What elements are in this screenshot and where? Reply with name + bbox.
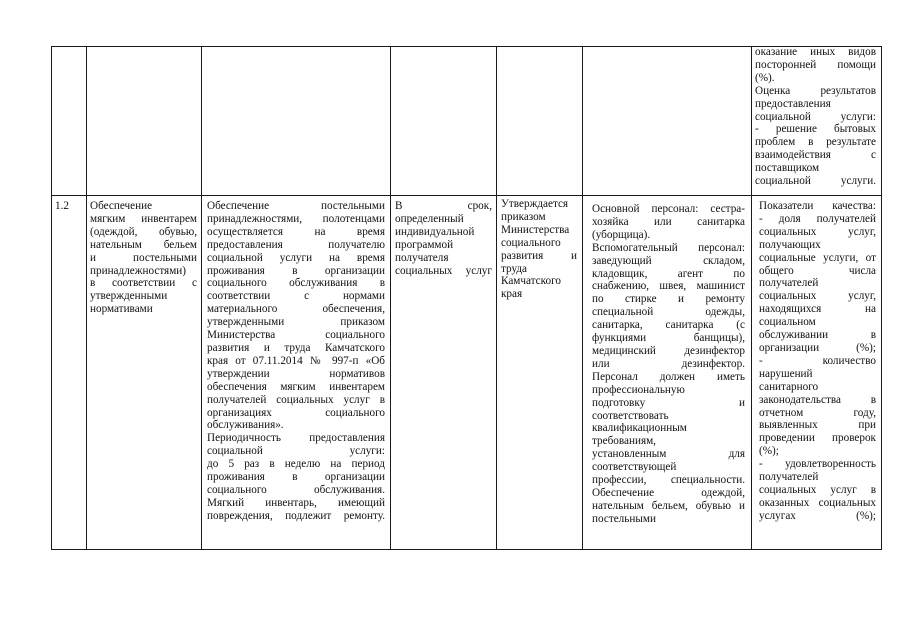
text-line: Обеспечение постельными [207,200,385,212]
text-line: до 5 раз в неделю на период [207,458,385,471]
text-line: - количество [759,354,876,367]
text-line: утвержденными приказом [207,316,385,329]
text-line: (уборщица). [592,228,651,241]
text-line: - решение бытовых [755,123,876,136]
text-line: социального [501,236,561,249]
text-line: функциями банщицы), [592,332,745,345]
text-line: (%); [759,445,779,458]
service-term-cell [395,200,492,277]
text-line: санитарка, санитарка (с [592,319,745,332]
text-line: получателей социальных услуг в [207,393,385,406]
text-line: (одеждой, обувью, [90,225,197,238]
text-line: организациях социального [207,406,385,419]
text-line: хозяйка или санитарка [592,215,745,228]
text-line: услугах (%); [759,509,876,522]
conditions-cell [592,203,745,526]
text-line: оказанных социальных [759,496,876,509]
text-line: требованиям, [592,435,656,448]
text-line: проблем в результате [755,136,876,149]
text-line: осуществляется на время [207,225,385,238]
col-border-6 [751,46,752,550]
text-line: медицинский дезинфектор [592,344,745,357]
text-line: по стирке и ремонту [592,293,745,306]
text-line: Министерства [501,223,570,236]
text-line: в соответствии с [90,277,197,290]
text-line: соответствии с нормами [207,290,385,303]
service-name-cell [90,200,197,316]
text-line: получателей [759,471,819,484]
text-line: посторонней помощи [755,58,876,71]
col-border-1 [86,46,87,550]
text-line: принадлежностями, полотенцами [207,212,385,225]
text-line: подготовку и [592,396,745,409]
text-line: предоставления [755,97,831,110]
text-line: обслуживании в [759,329,876,342]
text-line: социальной услуги: [755,110,876,123]
text-line: материального обеспечения, [207,303,385,316]
col-border-7 [881,46,882,550]
text-line: нарушений [759,367,813,380]
text-line: профессиональную [592,383,685,396]
text-line: Мягкий инвентарь, имеющий [207,496,385,509]
row-divider [51,195,882,196]
text-line: социальных услуг в [759,483,876,496]
table-bottom-border [51,549,882,550]
text-line: нормативами [90,303,153,316]
text-line: Обеспечение одеждой, [592,486,745,499]
text-line: индивидуальной [395,225,475,238]
text-line: социального обслуживания. [207,483,385,496]
text-line: края от 07.11.2014 № 997-п «Об [207,354,385,367]
text-line: Персонал должен иметь [592,370,745,383]
text-line: снабжению, швея, машинист [592,280,745,293]
text-line: Основной персонал: сестра- [592,203,745,215]
text-line: Обеспечение [90,200,153,212]
text-line: квалификационным [592,422,687,435]
text-line: утверждении нормативов [207,367,385,380]
text-line: предоставления получателю [207,238,385,251]
text-line: Показатели качества: [759,200,876,212]
text-line: проживания в организации [207,471,385,484]
text-line: Оценка результатов [755,84,876,97]
text-line: соответствовать [592,409,669,422]
text-line: принадлежностями) [90,264,186,277]
text-line: обслуживания». [207,419,284,432]
text-line: повреждения, подлежит ремонту. [207,509,385,522]
text-line: заведующий складом, [592,254,745,267]
col-border-5 [582,46,583,550]
text-line: В срок, [395,200,492,212]
text-line: проживания в организации [207,264,385,277]
text-line: законодательства в [759,393,876,406]
text-line: соответствующей [592,461,677,474]
text-line: организации (%); [759,341,876,354]
text-line: развития и [501,249,577,262]
text-line: социальной услуги. [755,175,876,188]
text-line: - удовлетворенность [759,458,876,471]
text-line: социальные услуги, от [759,251,876,264]
text-line: Министерства социального [207,329,385,342]
text-line: и постельными [90,251,197,264]
text-line: профессии, специальности. [592,474,745,487]
text-line: социальной услуги: [207,445,385,458]
service-description-cell [207,200,385,523]
text-line: определенный [395,212,464,225]
tariff-cell [501,198,577,301]
text-line: социальном [759,316,816,329]
text-line: социального обслуживания в [207,277,385,290]
text-line: социальных услуг, [759,290,876,303]
text-line: труда [501,262,528,275]
text-line: установленным для [592,448,745,461]
text-line: утвержденными [90,290,168,303]
text-line: мягким инвентарем [90,212,197,225]
text-line: обеспечения мягким инвентарем [207,380,385,393]
text-line: нательным бельем, обувью и [592,499,745,512]
text-line: кладовщик, агент по [592,267,745,280]
text-line: социальных услуг, [759,225,876,238]
text-line: получающих [759,238,821,251]
text-line: проведении проверок [759,432,876,445]
text-line: выявленных при [759,419,876,432]
text-line: поставщиком [755,162,820,175]
quality-assessment-continuation [755,46,876,188]
text-line: или дезинфектор. [592,357,745,370]
text-line: нательным бельем [90,238,197,251]
text-line: получателя [395,251,449,264]
col-border-4 [496,46,497,550]
quality-indicators-cell [759,200,876,523]
text-line: (%). [755,71,775,84]
text-line: Периодичность предоставления [207,432,385,445]
text-line: постельными [592,512,656,525]
text-line: Камчатского [501,275,562,288]
row-number: 1.2 [55,200,69,212]
text-line: получателей [759,277,819,290]
col-border-3 [390,46,391,550]
text-line: социальных услуг [395,264,492,277]
text-line: развития и труда Камчатского [207,341,385,354]
text-line: взаимодействия с [755,149,876,162]
text-line: отчетном году, [759,406,876,419]
col-border-2 [201,46,202,550]
col-border-0 [51,46,52,550]
text-line: находящихся на [759,303,876,316]
text-line: приказом [501,210,546,223]
text-line: Утверждается [501,198,569,210]
text-line: - доля получателей [759,212,876,225]
text-line: общего числа [759,264,876,277]
text-line: программой [395,238,454,251]
text-line: социальной услуги на время [207,251,385,264]
text-line: санитарного [759,380,819,393]
text-line: оказание иных видов [755,46,876,58]
text-line: Вспомогательный персонал: [592,241,745,254]
text-line: специальной одежды, [592,306,745,319]
text-line: края [501,288,523,301]
